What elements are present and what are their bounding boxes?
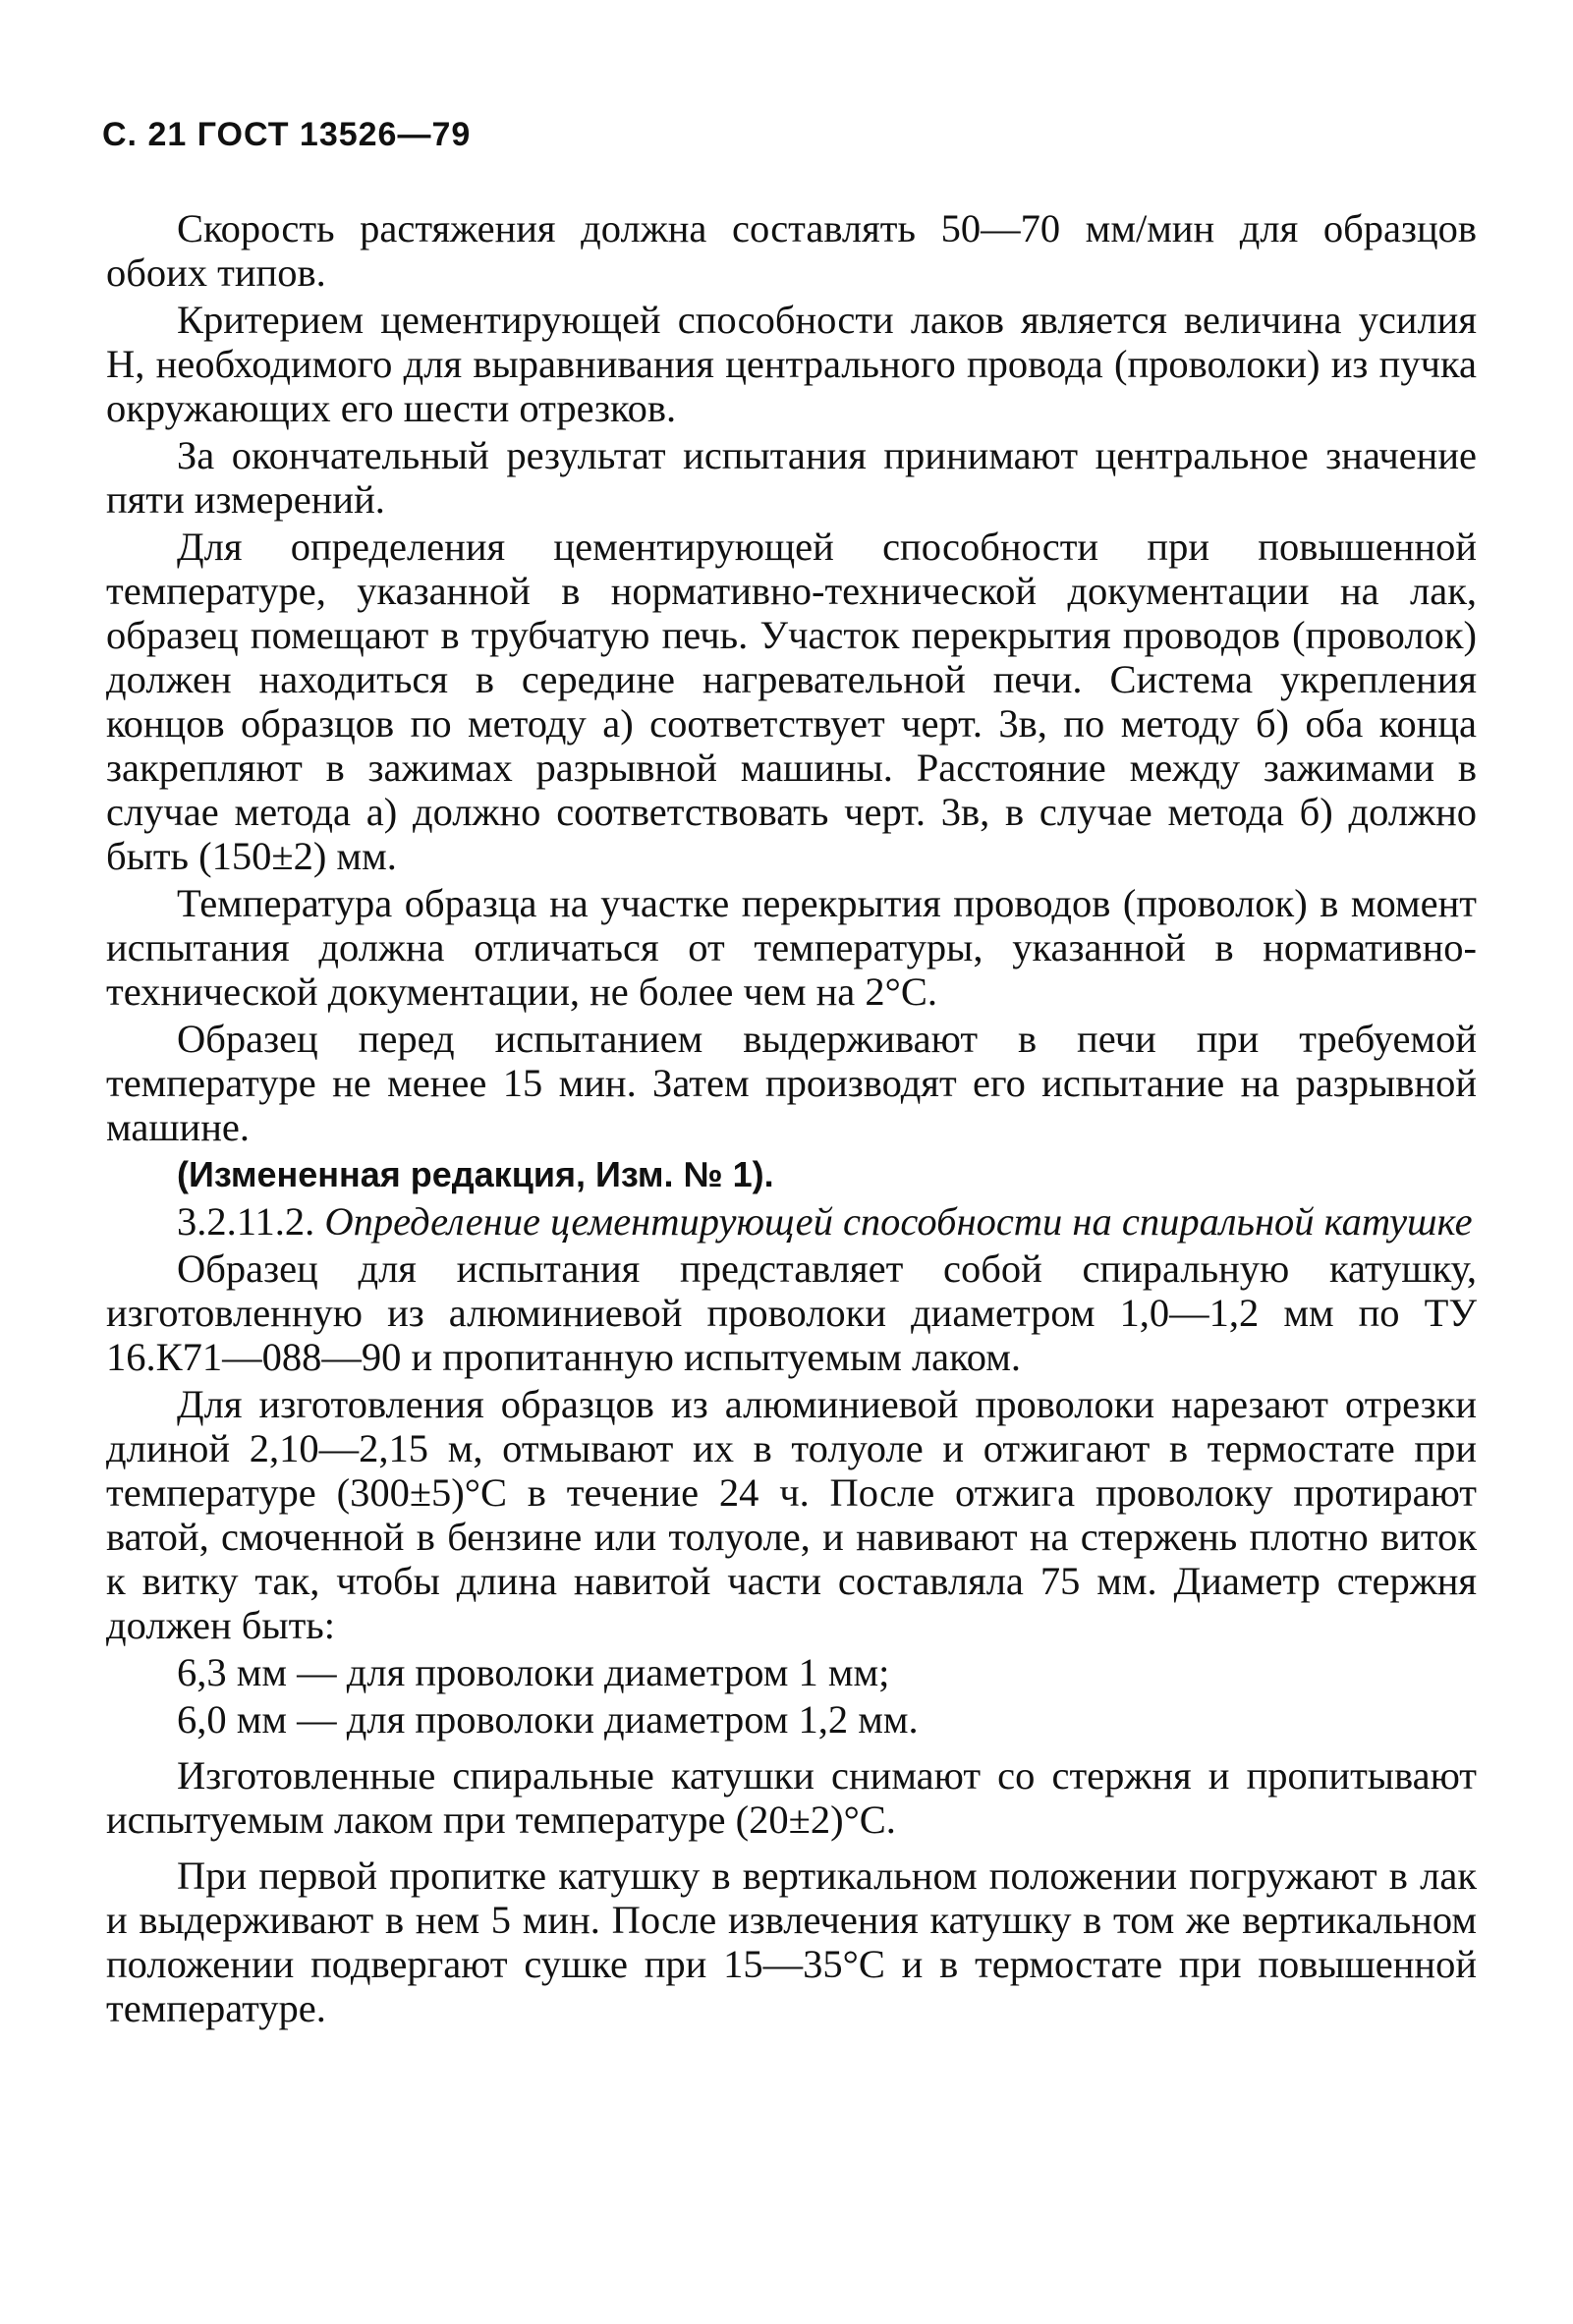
paragraph-criterion: Критерием цементирующей способности лаков является величина усилия Н, необходимого для выравнивания центрального провода (проволоки) из пучка окружающих его шести отрезков. xyxy=(106,298,1477,430)
document-body xyxy=(106,206,1477,2033)
paragraph-final-result: За окончательный результат испытания принимают центральное значение пяти измерений. xyxy=(106,433,1477,522)
page-header: С. 21 ГОСТ 13526—79 xyxy=(102,116,472,153)
paragraph-first-impregnation: При первой пропитке катушку в вертикальном положении погружают в лак и выдерживают в нем 5 мин. После извлечения катушку в том же вертикальном положении подвергают сушке при 15—35°С и в термостате при повышенной температуре. xyxy=(106,1854,1477,2030)
amendment-note: (Измененная редакция, Изм. № 1). xyxy=(177,1154,774,1194)
list-item-rod-diameter-2: 6,0 мм — для проволоки диаметром 1,2 мм. xyxy=(177,1697,919,1742)
subsection-number: 3.2.11.2. xyxy=(177,1199,315,1244)
paragraph-impregnation: Изготовленные спиральные катушки снимают со стержня и пропитывают испытуемым лаком при температуре (20±2)°С. xyxy=(106,1753,1477,1842)
paragraph-stretch-speed: Скорость растяжения должна составлять 50—70 мм/мин для образцов обоих типов. xyxy=(106,206,1477,295)
paragraph-holding-time: Образец перед испытанием выдерживают в печи при требуемой температуре не менее 15 мин. Затем производят его испытание на разрывной машине. xyxy=(106,1017,1477,1149)
paragraph-sample-temperature: Температура образца на участке перекрытия проводов (проволок) в момент испытания должна отличаться от температуры, указанной в нормативно-технической документации, не более чем на 2°С. xyxy=(106,881,1477,1014)
subsection-title: Определение цементирующей способности на спиральной катушке xyxy=(324,1199,1473,1244)
list-item-rod-diameter-1: 6,3 мм — для проволоки диаметром 1 мм; xyxy=(177,1650,890,1694)
paragraph-elevated-temperature: Для определения цементирующей способности при повышенной температуре, указанной в нормативно-технической документации на лак, образец помещают в трубчатую печь. Участок перекрытия проводов (проволок) должен находиться в середине нагревательной печи. Система укрепления концов образцов по методу а) соответствует черт. 3в, по методу б) оба конца закрепляют в зажимах разрывной машины. Расстояние между зажимами в случае метода а) должно соответствовать черт. 3в, в случае метода б) должно быть (150±2) мм. xyxy=(106,525,1477,878)
subsection-heading xyxy=(106,1199,1477,1244)
paragraph-sample-preparation: Для изготовления образцов из алюминиевой проволоки нарезают отрезки длиной 2,10—2,15 м, отмывают их в толуоле и отжигают в термостате при температуре (300±5)°С в течение 24 ч. После отжига проволоку протирают ватой, смоченной в бензине или толуоле, и навивают на стержень плотно виток к витку так, чтобы длина навитой части составляла 75 мм. Диаметр стержня должен быть: xyxy=(106,1382,1477,1647)
paragraph-spiral-coil-sample: Образец для испытания представляет собой спиральную катушку, изготовленную из алюминиевой проволоки диаметром 1,0—1,2 мм по ТУ 16.К71—088—90 и пропитанную испытуемым лаком. xyxy=(106,1246,1477,1379)
